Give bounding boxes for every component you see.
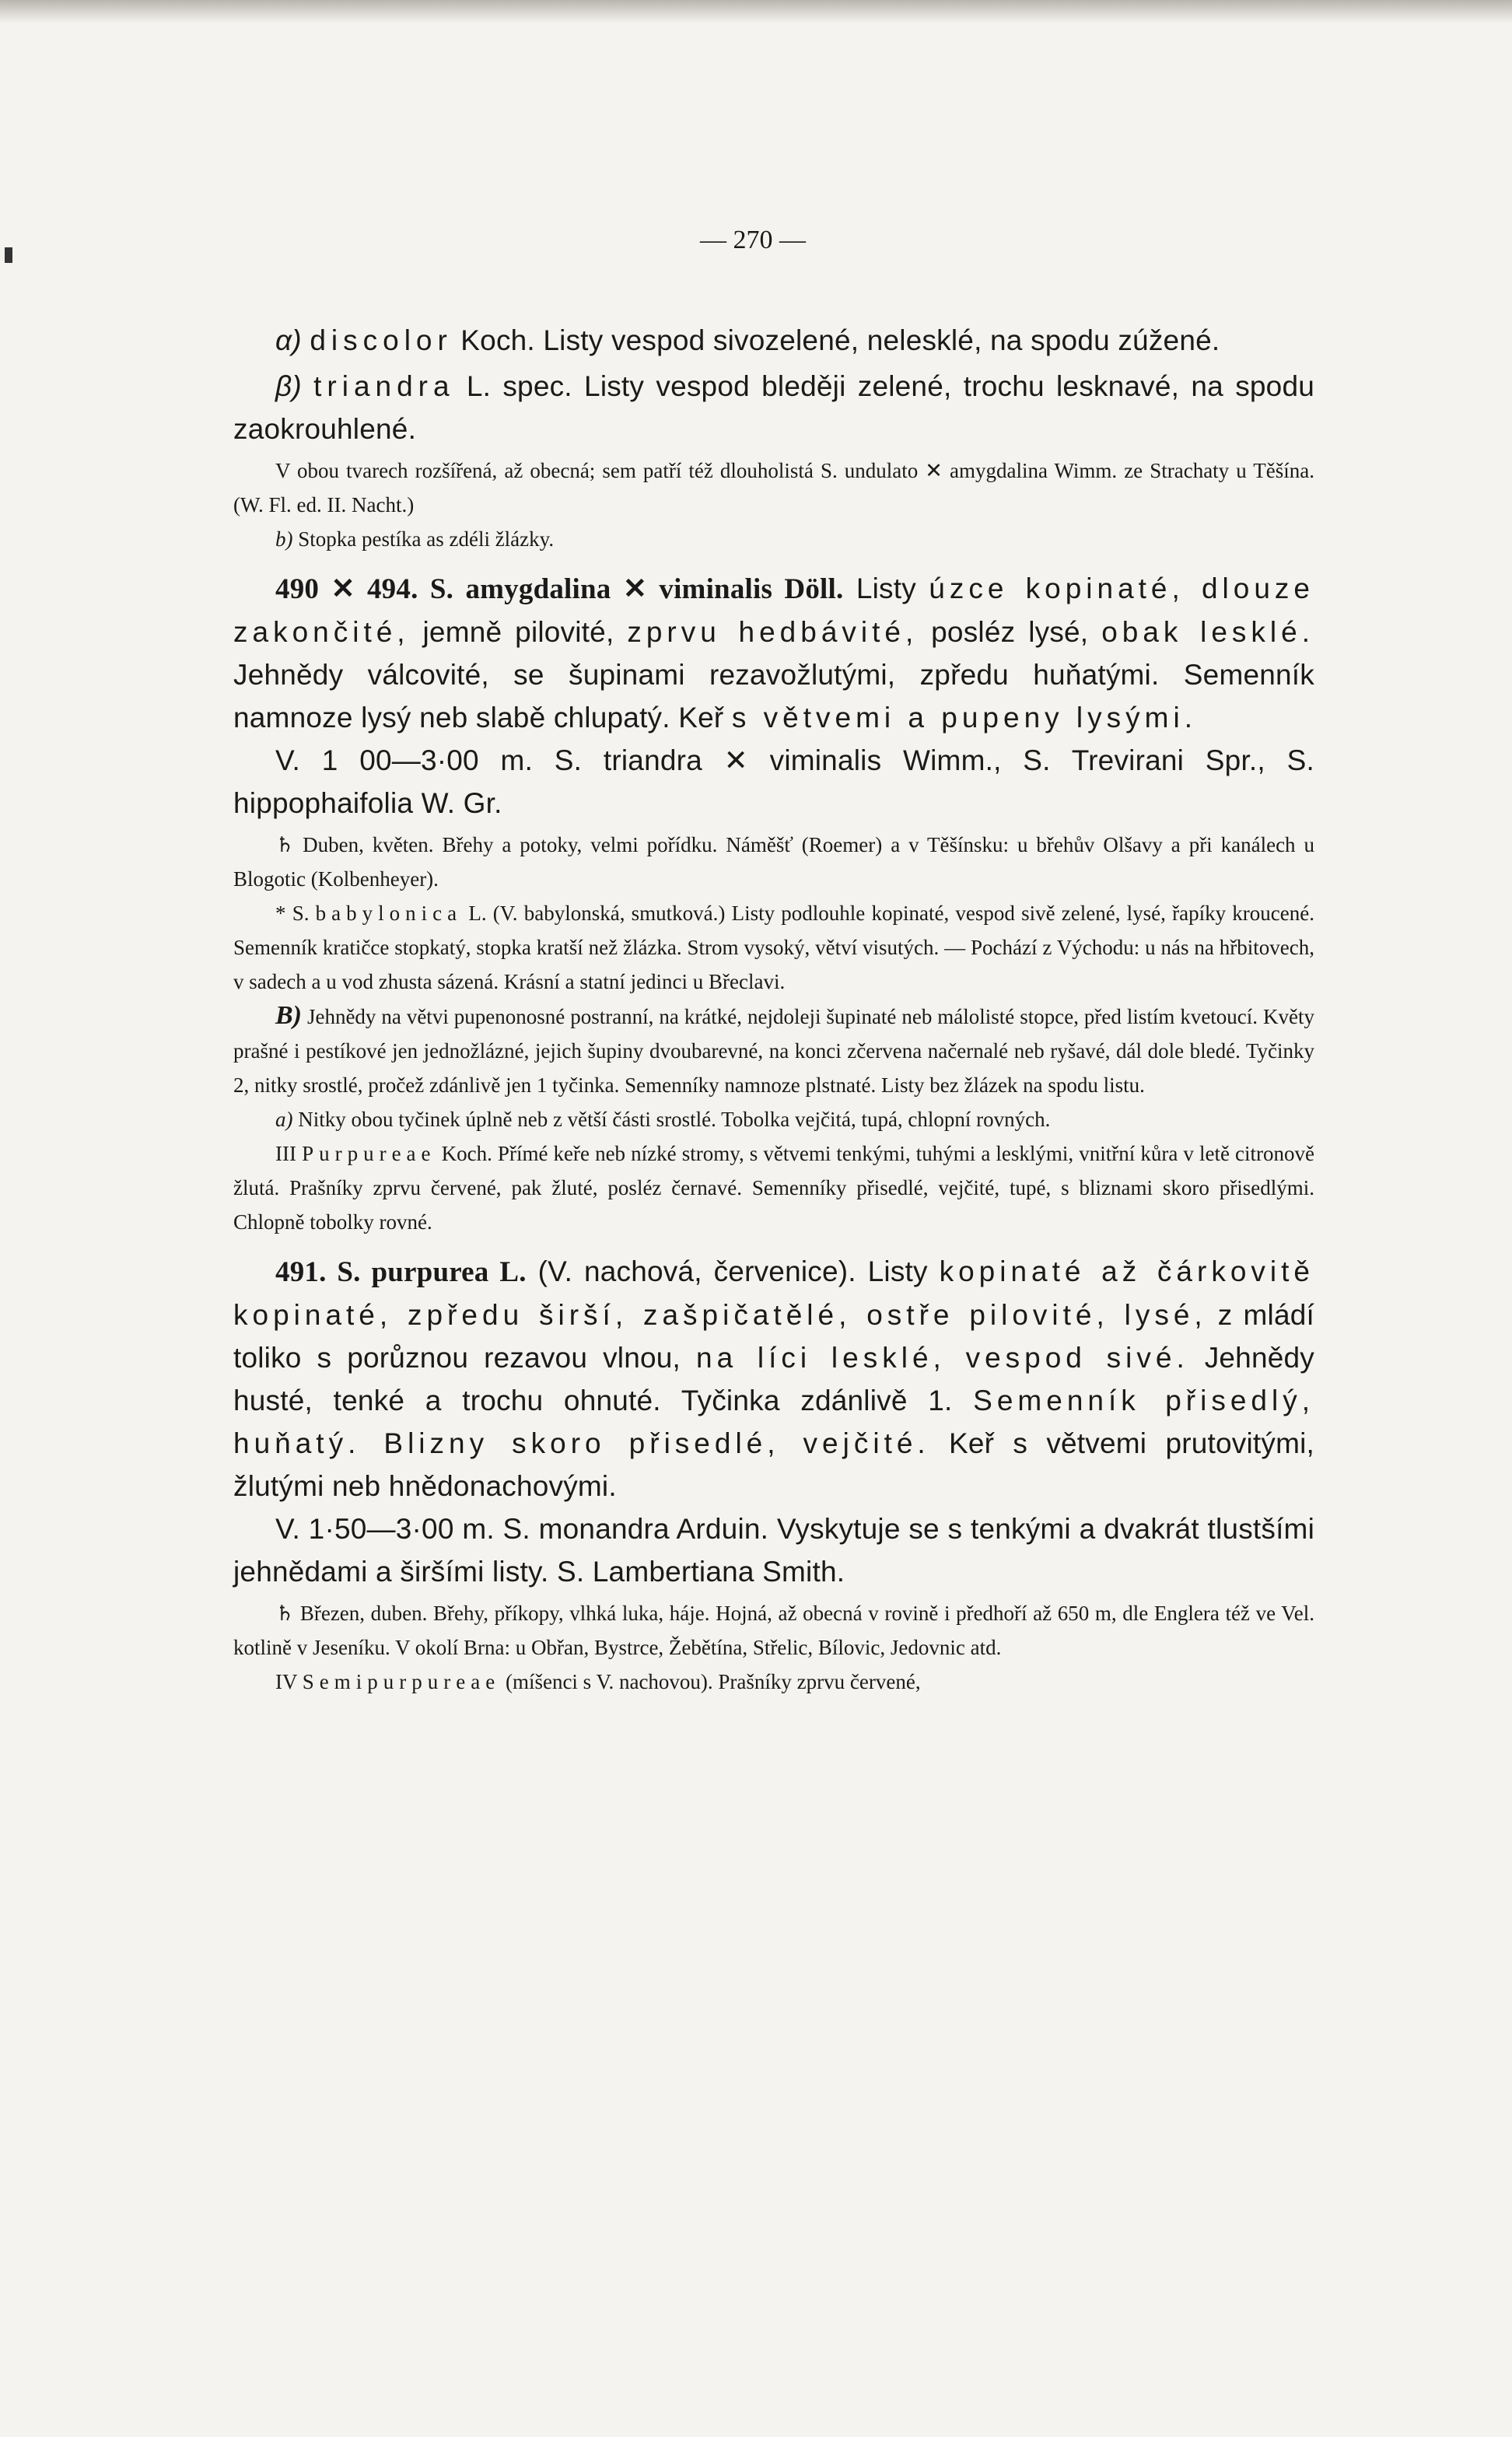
text-490-b: jemně pilovité, (409, 616, 628, 648)
paragraph-a (233, 1102, 1314, 1136)
label-B: B) (275, 1001, 302, 1030)
paragraph-note-forms: V obou tvarech rozšířená, až obecná; sem patří též dlouholistá S. undulato ✕ amygdalina Wimm. ze Strachaty u Těšína. (W. Fl. ed. II. Nacht.) (233, 459, 1314, 516)
text-491-d: Keř s větvemi prutovitými, žlutými neb hnědonachovými. (233, 1427, 1314, 1502)
text-490-c: posléz lysé, (918, 616, 1102, 648)
spaced-490-2: zprvu hedbávité, (627, 616, 919, 648)
page-body (233, 319, 1314, 1699)
paragraph-491-habitat: ♄ Březen, duben. Břehy, příkopy, vlhká luka, háje. Hojná, až obecná v rovině i předhoří až 650 m, dle Englera též ve Vel. kotlině v Jeseníku. V okolí Brna: u Obřan, Bystrce, Žebětína, Střelic, Bílovic, Jedovnic atd. (233, 1602, 1314, 1659)
paragraph-490-size: V. 1 00—3·00 m. S. triandra ✕ viminalis Wimm., S. Trevirani Spr., S. hippophaifolia W. Gr. (233, 744, 1314, 819)
paragraph-b (233, 522, 1314, 556)
text-491-a: (V. nachová, červenice). Listy (526, 1255, 940, 1287)
taxon-purpureae: Purpureae (302, 1142, 436, 1165)
paragraph-491-size: V. 1·50—3·00 m. S. monandra Arduin. Vyskytuje se s tenkými a dvakrát tlustšími jehnědami a širšími listy. S. Lambertiana Smith. (233, 1513, 1314, 1588)
scan-top-edge (0, 0, 1512, 23)
page-number: — 270 — (700, 226, 806, 254)
mark-babylonica: * S. (275, 902, 310, 925)
spaced-491-2: na líci lesklé, vespod sivé. (696, 1342, 1189, 1374)
text-491-c: Jehnědy husté, tenké a trochu ohnuté. Tyčinka zdánlivě 1. (233, 1342, 1314, 1416)
text-490-a: Listy (843, 572, 929, 604)
text-purpureae: Koch. Přímé keře neb nízké stromy, s větvemi tenkými, tuhými a lesklými, vnitřní kůra v letě citronově žlutá. Prašníky zprvu červené, pak žluté, posléz černavé. Semenníky přisedlé, vejčité, tupé, s bliznami skoro přisedlými. Chlopně tobolky rovné. (233, 1142, 1315, 1234)
label-beta: β) (275, 370, 302, 402)
paragraph-triandra (233, 365, 1314, 450)
mark-semipurpureae: IV (275, 1670, 298, 1693)
text-491-b: z mládí toliko s porůznou rezavou vlnou, (233, 1299, 1314, 1374)
mark-purpureae: III (275, 1142, 296, 1165)
scan-margin-mark (5, 247, 12, 263)
paragraph-babylonica (233, 896, 1314, 999)
paragraph-490 (233, 567, 1314, 739)
taxon-semipurpureae: Semipurpureae (302, 1670, 501, 1693)
species-heading-490: 490 ✕ 494. S. amygdalina ✕ viminalis Döll. (275, 573, 844, 605)
spaced-490-4: s větvemi a pupeny lysými. (731, 702, 1197, 734)
text-babylonica: L. (V. babylonská, smutková.) Listy podlouhle kopinaté, vespod sivě zelené, lysé, řapíky kroucené. Semenník kratičce stopkatý, stopka kratší než žlázka. Strom vysoký, větví visutých. — Pochází z Východu: u nás na hřbitovech, v sadech a u vod zhusta sázená. Krásní a statní jedinci u Břeclavi. (233, 902, 1314, 993)
spaced-490-1: úzce kopinaté, dlouze zakončité, (233, 572, 1314, 648)
paragraph-490-habitat: ♄ Duben, květen. Břehy a potoky, velmi pořídku. Náměšť (Roemer) a v Těšínsku: u břehův Olšavy a při kanálech u Blogotic (Kolbenheyer). (233, 833, 1314, 891)
text-triandra: L. spec. Listy vespod bleději zelené, trochu lesknavé, na spodu zaokrouhlené. (233, 370, 1315, 445)
taxon-triandra: triandra (313, 370, 455, 402)
label-a: a) (275, 1108, 293, 1131)
text-a: Nitky obou tyčinek úplně neb z větší části srostlé. Tobolka vejčitá, tupá, chlopní rovných. (292, 1108, 1051, 1131)
paragraph-B (233, 999, 1314, 1102)
paragraph-491 (233, 1250, 1314, 1507)
spaced-491-1: kopinaté až čárkovitě kopinaté, zpředu širší, zašpičatělé, ostře pilovité, lysé, (233, 1255, 1314, 1331)
text-semipurpureae: (míšenci s V. nachovou). Prašníky zprvu červené, (500, 1670, 921, 1693)
text-b: Stopka pestíka as zdéli žlázky. (292, 527, 555, 551)
text-B: Jehnědy na větvi pupenonosné postranní, na krátké, nejdoleji šupinaté neb málolisté stopce, před listím kvetoucí. Květy prašné i pestíkové jen jednožlázné, jejich šupiny dvoubarevné, na konci zčervena načernalé neb ryšavé, dál dole bledé. Tyčinky 2, nitky srostlé, pročež zdánlivě jen 1 tyčinka. Semenníky namnoze plstnaté. Listy bez žlázek na spodu listu. (233, 1005, 1314, 1097)
label-b: b) (275, 527, 293, 551)
spaced-491-3: Semenník přisedlý, huňatý. Blizny skoro přisedlé, vejčité. (233, 1385, 1314, 1459)
paragraph-semipurpureae (233, 1665, 1314, 1699)
text-490-d: Jehnědy válcovité, se šupinami rezavožlutými, zpředu huňatými. Semenník namnoze lysý neb slabě chlupatý. Keř (233, 659, 1314, 734)
text-discolor: Koch. Listy vespod sivozelené, nelesklé, na spodu zúžené. (452, 324, 1220, 356)
taxon-babylonica: babylonica (315, 902, 463, 925)
species-heading-491: 491. S. purpurea L. (275, 1256, 527, 1288)
paragraph-discolor (233, 319, 1314, 362)
spaced-490-3: obak lesklé. (1101, 616, 1314, 648)
taxon-discolor: discolor (310, 324, 453, 356)
paragraph-purpureae (233, 1136, 1314, 1239)
label-alpha: α) (275, 324, 302, 356)
